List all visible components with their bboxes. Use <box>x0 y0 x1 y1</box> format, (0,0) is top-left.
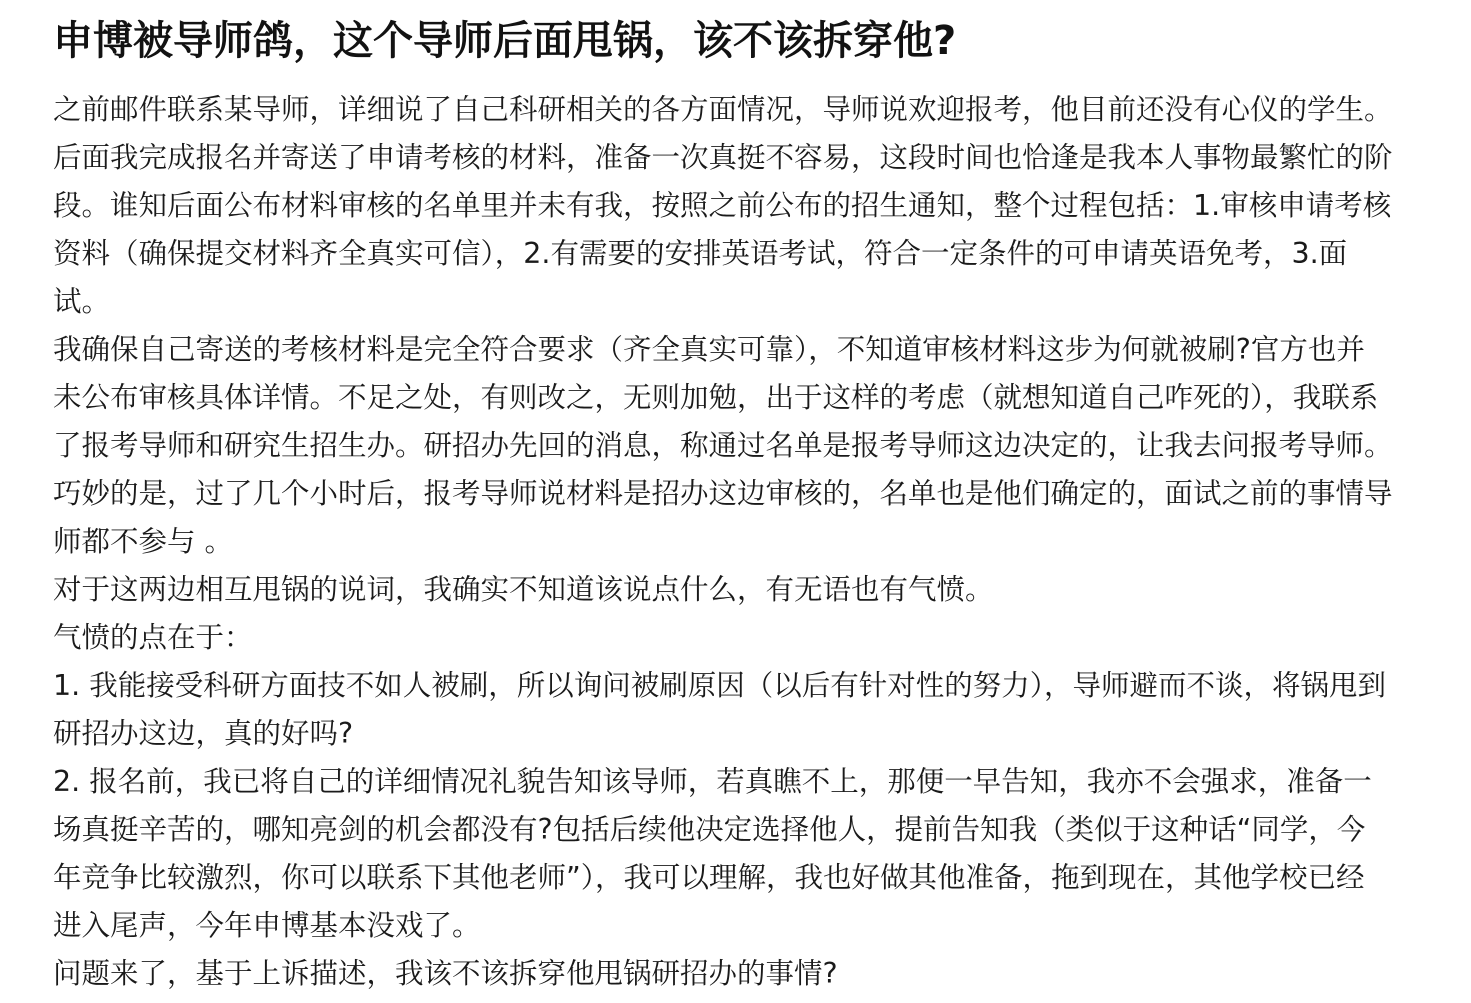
post-title: 申博被导师鸽，这个导师后面甩锅，该不该拆穿他? <box>53 18 957 64</box>
post-paragraph: 1. 我能接受科研方面技不如人被刷，所以询问被刷原因（以后有针对性的努力），导师避而不谈，将锅甩到研招办这边，真的好吗? <box>53 669 1387 750</box>
post-body <box>53 86 1393 998</box>
post-paragraph: 2. 报名前，我已将自己的详细情况礼貌告知该导师，若真瞧不上，那便一早告知，我亦不会强求，准备一场真挺辛苦的，哪知亮剑的机会都没有?包括后续他决定选择他人，提前告知我（类似于这种话“同学，今年竞争比较激烈，你可以联系下其他老师”），我可以理解，我也好做其他准备，拖到现在，其他学校已经进入尾声，今年申博基本没戏了。 <box>53 765 1372 942</box>
post-paragraph: 之前邮件联系某导师，详细说了自己科研相关的各方面情况，导师说欢迎报考，他目前还没有心仪的学生。后面我完成报名并寄送了申请考核的材料，准备一次真挺不容易，这段时间也恰逢是我本人事物最繁忙的阶段。谁知后面公布材料审核的名单里并未有我，按照之前公布的招生通知，整个过程包括：1.审核申请考核资料（确保提交材料齐全真实可信），2.有需要的安排英语考试，符合一定条件的可申请英语免考，3.面试。 <box>53 93 1393 318</box>
post-paragraph: 我确保自己寄送的考核材料是完全符合要求（齐全真实可靠），不知道审核材料这步为何就被刷?官方也并未公布审核具体详情。不足之处，有则改之，无则加勉，出于这样的考虑（就想知道自己咋死的），我联系了报考导师和研究生招生办。研招办先回的消息，称通过名单是报考导师这边决定的，让我去问报考导师。 巧妙的是，过了几个小时后，报考导师说材料是招办这边审核的，名单也是他们确定的，面试之前的事情导师都不参与 。 <box>53 333 1393 558</box>
post-paragraph: 问题来了，基于上诉描述，我该不该拆穿他甩锅研招办的事情? <box>53 957 838 990</box>
post-container <box>53 10 1393 998</box>
post-paragraph: 气愤的点在于： <box>53 621 253 654</box>
post-paragraph: 对于这两边相互甩锅的说词，我确实不知道该说点什么，有无语也有气愤。 <box>53 573 994 606</box>
